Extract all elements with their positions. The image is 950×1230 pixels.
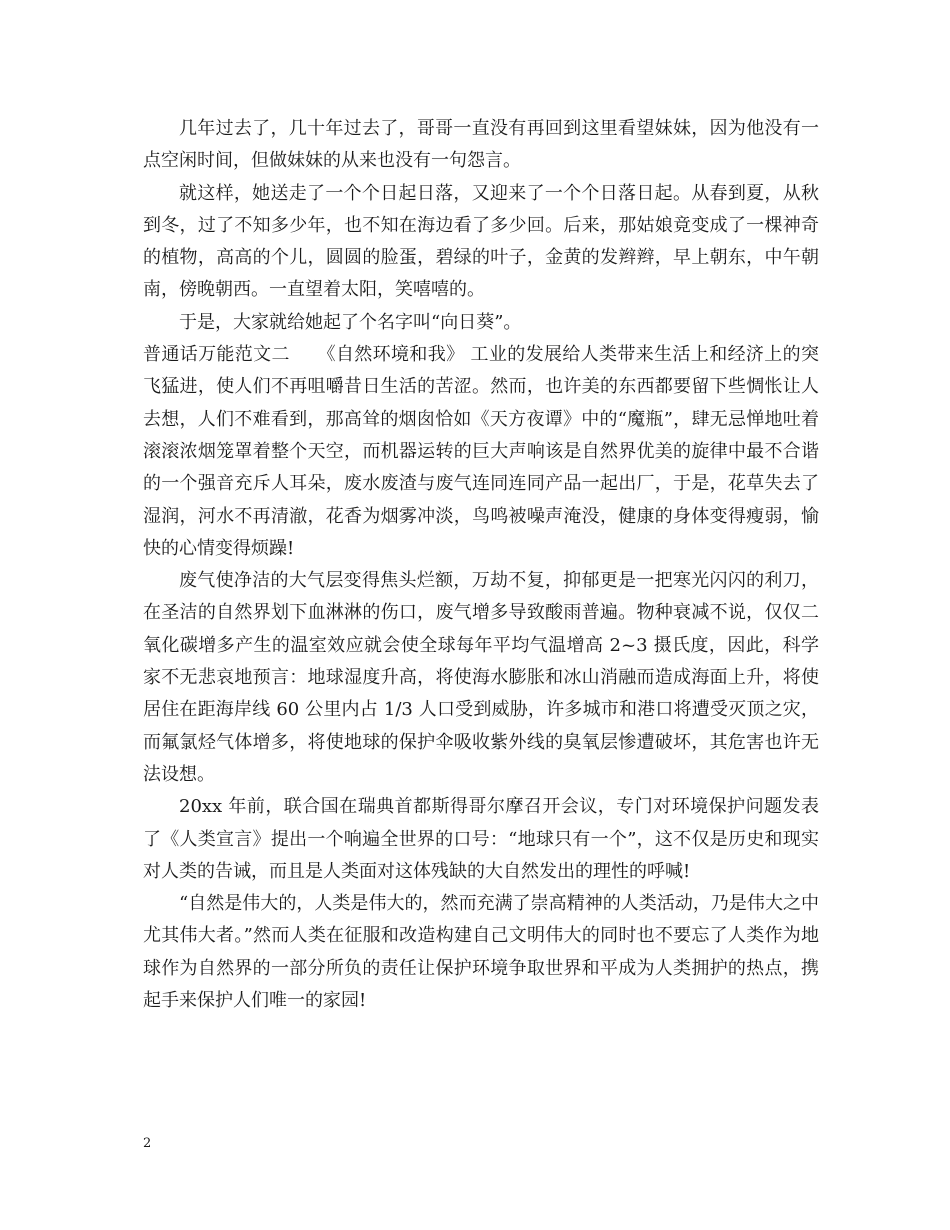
paragraph-brother-sister: 几年过去了，几十年过去了，哥哥一直没有再回到这里看望妹妹，因为他没有一点空闲时间，但做妹妹的从来也没有一句怨言。 (143, 118, 819, 172)
paragraph-essay-two-intro: 普通话万能范文二 《自然环境和我》 工业的发展给人类带来生活上和经济上的突飞猛进，使人们不再咀嚼昔日生活的苦涩。然而，也许美的东西都要留下些惆怅让人去想，人们不难看到，那高耸的烟囱恰如《天方夜谭》中的“魔瓶”，肆无忌惮地吐着滚滚浓烟笼罩着整个天空，而机器运转的巨大声响该是自然界优美的旋律中最不合谐的一个强音充斥人耳朵，废水废渣与废气连同连同产品一起出厂，于是，花草失去了湿润，河水不再清澈，花香为烟雾冲淡，鸟鸣被噪声淹没，健康的身体变得瘦弱，愉快的心情变得烦躁! (143, 344, 819, 559)
paragraph-sunflower-name: 于是，大家就给她起了个名字叫“向日葵”。 (179, 311, 522, 333)
paragraph-sunflower-transform: 就这样，她送走了一个个日起日落，又迎来了一个个日落日起。从春到夏，从秋到冬，过了不知多少年，也不知在海边看了多少回。后来，那姑娘竟变成了一棵神奇的植物，高高的个儿，圆圆的脸蛋，碧绿的叶子，金黄的发辫辫，早上朝东，中午朝南，傍晚朝西。一直望着太阳，笑嘻嘻的。 (143, 182, 819, 301)
paragraph-un-declaration: 20xx 年前，联合国在瑞典首都斯得哥尔摩召开会议，专门对环境保护问题发表了《人类宣言》提出一个响遍全世界的口号：“地球只有一个”，这不仅是历史和现实对人类的告诫，而且是人类面对这体残缺的大自然发出的理性的呼喊! (143, 796, 819, 882)
document-body (143, 113, 819, 1017)
paragraph-conclusion: “自然是伟大的，人类是伟大的，然而充满了崇高精神的人类活动，乃是伟大之中尤其伟大者。”然而人类在征服和改造构建自己文明伟大的同时也不要忘了人类作为地球作为自然界的一部分所负的责任让保护环境争取世界和平成为人类拥护的热点，携起手来保护人们唯一的家园! (143, 893, 819, 1012)
page-number: 2 (143, 1136, 152, 1151)
paragraph-pollution-effects: 废气使净洁的大气层变得焦头烂额，万劫不复，抑郁更是一把寒光闪闪的利刀，在圣洁的自然界划下血淋淋的伤口，废气增多导致酸雨普遍。物种衰减不说，仅仅二氧化碳增多产生的温室效应就会使全球每年平均气温增高 2~3 摄氏度，因此，科学家不无悲哀地预言：地球湿度升高，将使海水膨胀和冰山消融而造成海面上升，将使居住在距海岸线 60 公里内占 1/3 人口受到威胁，许多城市和港口将遭受灭顶之灾，而氟氯烃气体增多，将使地球的保护伞吸收紫外线的臭氧层惨遭破坏，其危害也许无法设想。 (143, 570, 819, 785)
